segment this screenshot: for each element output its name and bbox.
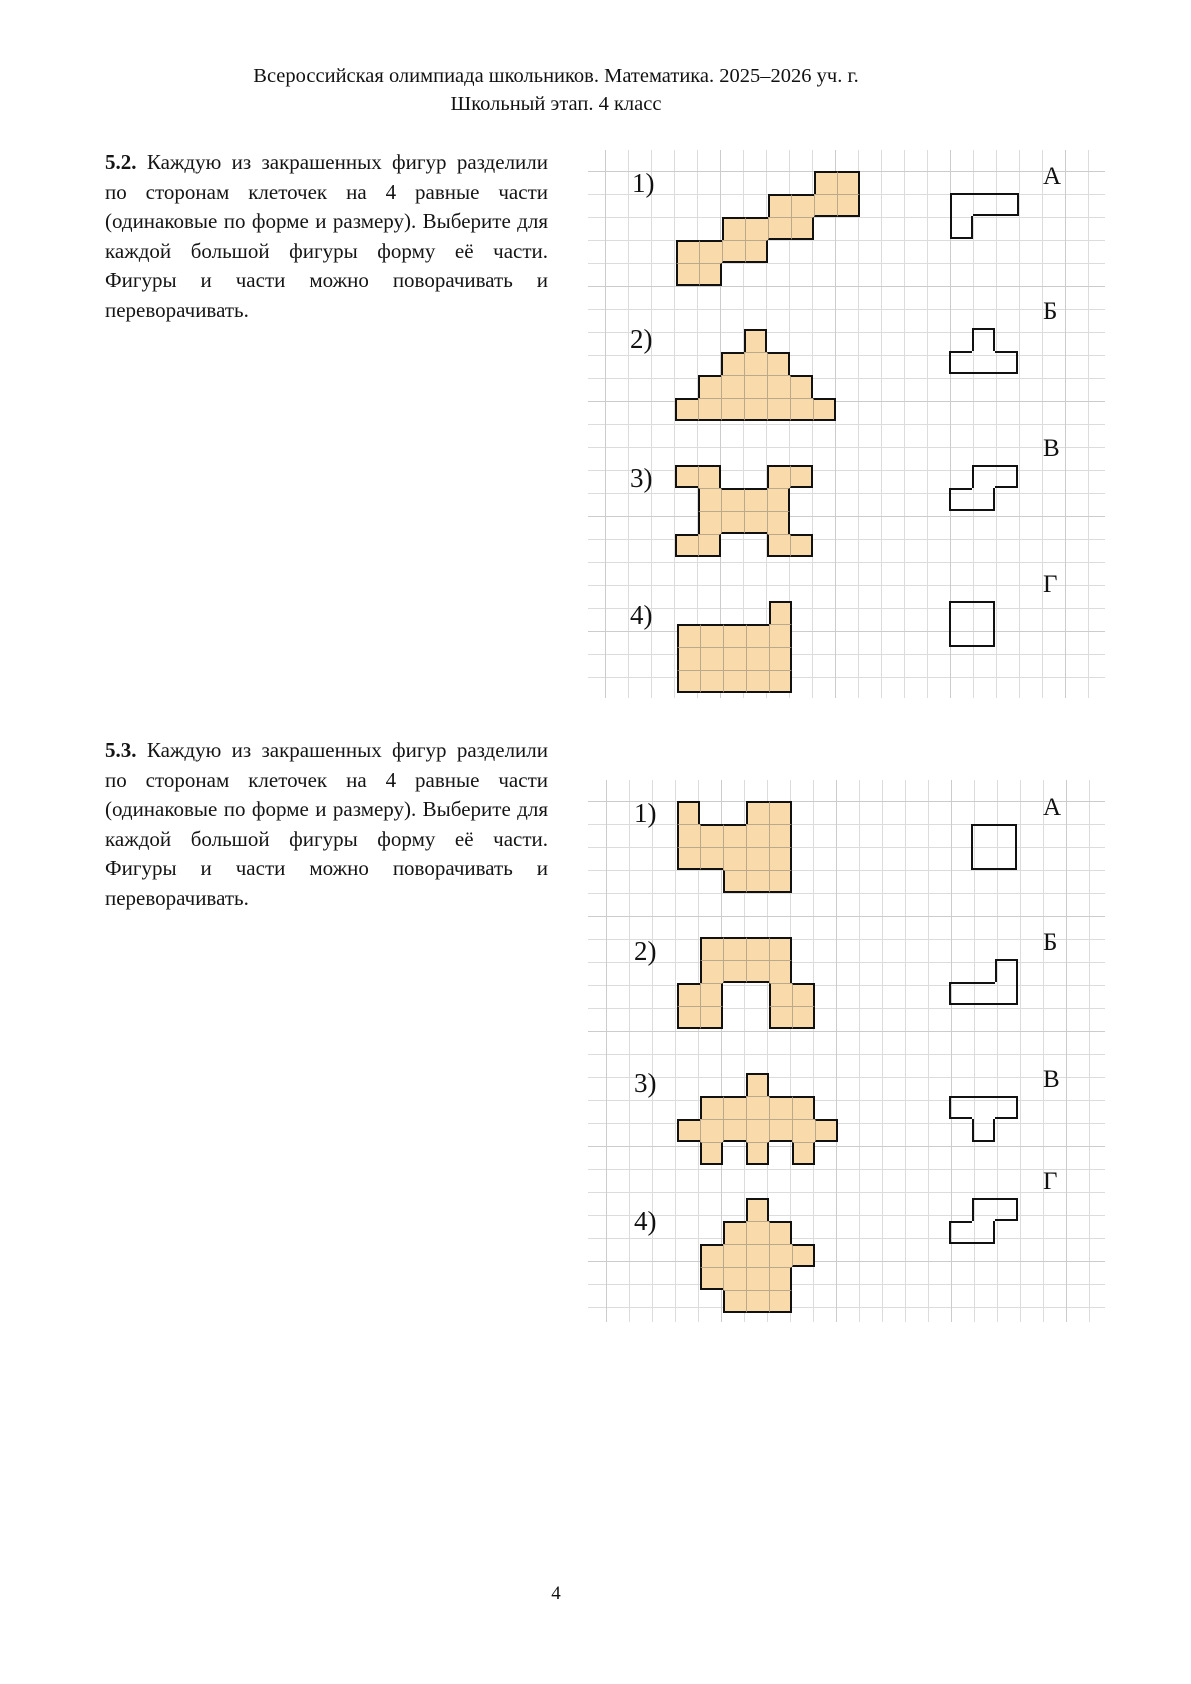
shape-cell [791,194,814,217]
shape-cell [745,217,768,240]
shape-cell [699,263,722,286]
shape-cell [676,263,699,286]
shape-cell [698,465,721,488]
shape-cell [972,465,995,488]
shape-cell [769,624,792,647]
shape-cell [791,217,814,240]
problem-5-2-number: 5.2. [105,150,137,174]
shape-cell [677,624,700,647]
shape-cell [746,960,769,983]
shape-cell [995,1096,1018,1119]
shape-cell [769,1290,792,1313]
shape-cell [949,1096,972,1119]
option-5-2-Б-label: Б [1043,298,1058,325]
shape-cell [949,601,972,624]
shape-cell [721,398,744,421]
shape-cell [949,1221,972,1244]
shape-cell [676,240,699,263]
shape-cell [767,352,790,375]
problem-5-3-number: 5.3. [105,738,137,762]
figure-5-2-1-label: 1) [632,168,655,198]
shape-cell [769,1119,792,1142]
shape-cell [994,847,1017,870]
shape-cell [700,847,723,870]
shape-cell [677,801,700,824]
shape-cell [723,624,746,647]
shape-cell [769,937,792,960]
shape-cell [837,171,860,194]
figure-5-3-3-label: 3) [634,1068,657,1098]
shape-cell [769,601,792,624]
shape-cell [995,982,1018,1005]
shape-cell [746,1142,769,1165]
option-5-3-В-label: В [1043,1066,1060,1093]
shape-cell [790,465,813,488]
shape-cell [746,1073,769,1096]
shape-cell [745,240,768,263]
page-number: 4 [551,1583,561,1604]
shape-cell [746,1119,769,1142]
shape-cell [677,1119,700,1142]
option-5-3-Б-label: Б [1043,929,1058,956]
shape-cell [792,983,815,1006]
shape-cell [722,217,745,240]
shape-cell [790,398,813,421]
shape-cell [675,465,698,488]
shape-cell [972,1096,995,1119]
shape-cell [744,375,767,398]
figure-5-3-2-label: 2) [634,936,657,966]
shape-cell [700,1244,723,1267]
shape-cell [972,351,995,374]
shape-cell [723,670,746,693]
shape-cell [744,398,767,421]
shape-cell [792,1096,815,1119]
shape-cell [767,465,790,488]
shape-cell [746,1221,769,1244]
shape-cell [950,216,973,239]
shape-cell [769,801,792,824]
shape-cell [699,240,722,263]
shape-cell [677,670,700,693]
shape-cell [698,375,721,398]
header-line-1: Всероссийская олимпиада школьников. Математика. 2025–2026 уч. г. [253,65,859,87]
shape-cell [769,1244,792,1267]
shape-cell [792,1244,815,1267]
shape-cell [792,1006,815,1029]
shape-cell [769,647,792,670]
shape-cell [995,1198,1018,1221]
shape-cell [723,937,746,960]
shape-cell [949,351,972,374]
shape-cell [721,375,744,398]
shape-cell [746,670,769,693]
shape-cell [746,1096,769,1119]
shape-cell [700,647,723,670]
shape-cell [746,870,769,893]
shape-cell [744,511,767,534]
shape-cell [698,534,721,557]
shape-cell [721,511,744,534]
shape-cell [721,488,744,511]
shape-cell [700,1142,723,1165]
shape-cell [767,511,790,534]
shape-cell [700,1119,723,1142]
shape-cell [767,398,790,421]
shape-cell [769,670,792,693]
option-5-2-Г-label: Г [1043,571,1058,598]
shape-cell [950,193,973,216]
shape-cell [746,801,769,824]
shape-cell [972,1198,995,1221]
shape-cell [767,375,790,398]
shape-cell [769,847,792,870]
shape-cell [972,624,995,647]
shape-cell [995,959,1018,982]
shape-cell [675,534,698,557]
shape-cell [700,670,723,693]
shape-cell [746,824,769,847]
shape-cell [769,1006,792,1029]
shape-cell [995,465,1018,488]
shape-cell [723,1096,746,1119]
shape-cell [971,847,994,870]
option-5-3-Г-label: Г [1043,1168,1058,1195]
shape-cell [837,194,860,217]
shape-cell [721,352,744,375]
shape-cell [971,824,994,847]
shape-cell [769,960,792,983]
shape-cell [949,624,972,647]
figure-5-2-2-label: 2) [630,324,653,354]
option-5-2-А-label: А [1043,163,1062,190]
shape-cell [700,1267,723,1290]
grid-paper-5-3 [588,780,1105,1322]
shape-cell [949,488,972,511]
shape-cell [723,1221,746,1244]
shape-cell [723,1119,746,1142]
shape-cell [723,647,746,670]
shape-cell [768,217,791,240]
shape-cell [792,1119,815,1142]
shape-cell [700,1096,723,1119]
shape-cell [769,983,792,1006]
shape-cell [767,534,790,557]
shape-cell [949,982,972,1005]
shape-cell [744,329,767,352]
shape-cell [768,194,791,217]
figure-5-2-4-label: 4) [630,600,653,630]
page-header [0,62,1112,118]
shape-cell [700,937,723,960]
shape-cell [677,847,700,870]
shape-cell [698,488,721,511]
problem-5-3-statement: Каждую из закрашенных фигур разделили по сторонам клеточек на 4 равные части (одинаковые по форме и размеру). Выберите для каждой большой фигуры форму её части. Фигуры и части можно поворачивать и переворачивать. [105,738,549,910]
shape-cell [677,983,700,1006]
shape-cell [994,824,1017,847]
shape-cell [973,193,996,216]
shape-cell [769,1267,792,1290]
shape-cell [698,511,721,534]
shape-cell [815,1119,838,1142]
grid-paper-5-2 [588,150,1105,698]
shape-cell [677,824,700,847]
shape-cell [700,624,723,647]
shape-cell [700,824,723,847]
shape-cell [746,1267,769,1290]
figure-5-3-4-label: 4) [634,1206,657,1236]
shape-cell [723,870,746,893]
shape-cell [723,824,746,847]
shape-cell [677,1006,700,1029]
shape-cell [972,601,995,624]
problem-5-2-text [105,148,548,325]
shape-cell [767,488,790,511]
shape-cell [972,982,995,1005]
shape-cell [769,1221,792,1244]
shape-cell [995,351,1018,374]
shape-cell [814,194,837,217]
shape-cell [700,960,723,983]
shape-cell [972,328,995,351]
shape-cell [677,647,700,670]
shape-cell [769,824,792,847]
shape-cell [972,488,995,511]
shape-cell [746,1290,769,1313]
shape-cell [700,983,723,1006]
shape-cell [769,870,792,893]
shape-cell [744,488,767,511]
header-line-2: Школьный этап. 4 класс [450,93,662,115]
option-5-2-В-label: В [1043,435,1060,462]
shape-cell [723,960,746,983]
shape-cell [746,847,769,870]
shape-cell [813,398,836,421]
shape-cell [698,398,721,421]
shape-cell [723,1290,746,1313]
figure-5-3-1-label: 1) [634,798,657,828]
option-5-3-А-label: А [1043,794,1062,821]
shape-cell [972,1221,995,1244]
shape-cell [675,398,698,421]
shape-cell [769,1096,792,1119]
shape-cell [814,171,837,194]
shape-cell [746,624,769,647]
shape-cell [996,193,1019,216]
shape-cell [746,647,769,670]
shape-cell [790,534,813,557]
shape-cell [744,352,767,375]
shape-cell [792,1142,815,1165]
shape-cell [746,1244,769,1267]
shape-cell [746,937,769,960]
shape-cell [790,375,813,398]
shape-cell [746,1198,769,1221]
shape-cell [723,1267,746,1290]
figure-5-2-3-label: 3) [630,463,653,493]
shape-cell [722,240,745,263]
problem-5-2-statement: Каждую из закрашенных фигур разделили по сторонам клеточек на 4 равные части (одинаковые по форме и размеру). Выберите для каждой большой фигуры форму её части. Фигуры и части можно поворачивать и переворачивать. [105,150,549,322]
shape-cell [723,847,746,870]
shape-cell [972,1119,995,1142]
problem-5-3-text [105,736,548,913]
shape-cell [723,1244,746,1267]
shape-cell [700,1006,723,1029]
